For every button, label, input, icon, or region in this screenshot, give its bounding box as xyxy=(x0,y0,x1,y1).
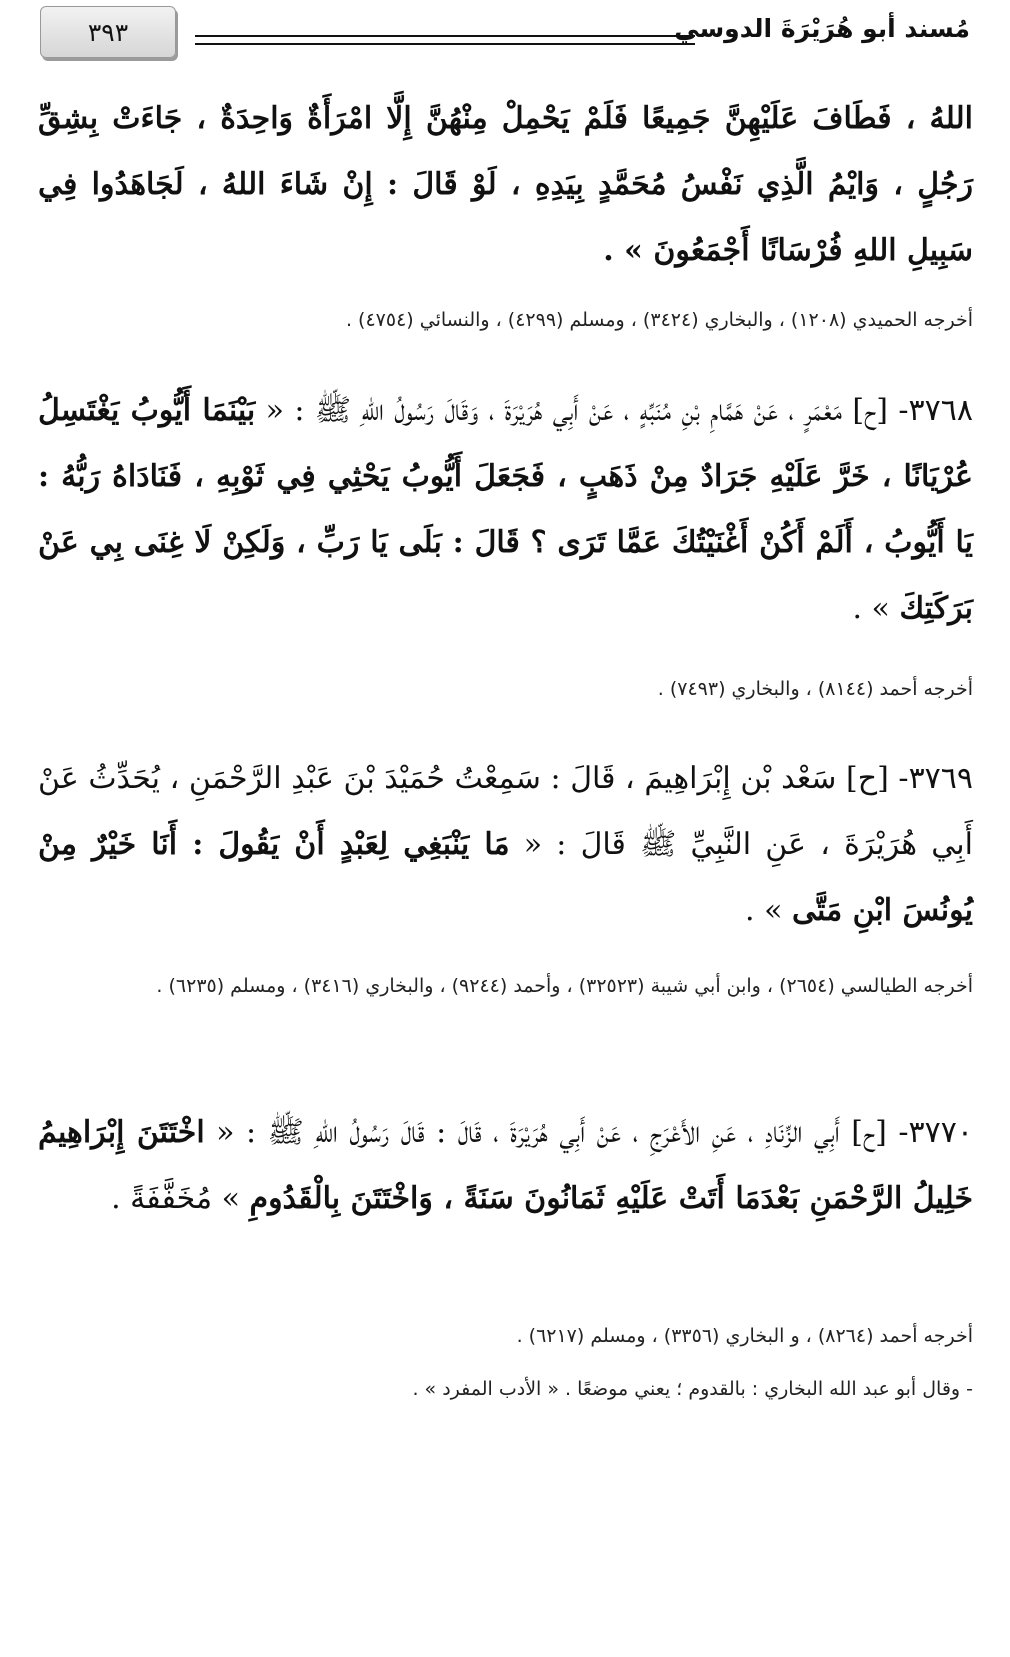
hadith-number: ٣٧٧٠- xyxy=(898,1115,973,1150)
hadith-number: ٣٧٦٨- xyxy=(898,393,973,428)
hadith-3769 xyxy=(38,746,973,944)
hadith-isnad: أَبِي الزِّنَادِ ، عَنِ الأَعْرَجِ ، عَنْ أَبِي هُرَيْرَةَ ، قَالَ : قَالَ رَسُولُ اللهِ ﷺ : « xyxy=(216,1115,840,1150)
hadith-number: ٣٧٦٩- xyxy=(898,761,974,796)
hadith-3768 xyxy=(38,378,973,642)
hadith-closing: » . xyxy=(745,893,783,928)
hadith-isnad: مَعْمَرٍ ، عَنْ هَمَّامِ بْنِ مُنَبِّهٍ ، عَنْ أَبِي هُرَيْرَةَ ، وَقَالَ رَسُولُ اللهِ ﷺ : « xyxy=(265,393,843,428)
hadith-matn: مَا يَنْبَغِي لِعَبْدٍ أَنْ يَقُولَ : أَنَا خَيْرٌ مِنْ يُونُسَ ابْنِ مَتَّى xyxy=(38,827,973,928)
hadith-closing: » مُخَفَّفَةً . xyxy=(111,1181,240,1216)
bukhari-note: - وقال أبو عبد الله البخاري : بالقدوم ؛ يعني موضعًا . « الأدب المفرد » . xyxy=(412,1378,973,1400)
hadith-isnad: سَعْد بْن إِبْرَاهِيمَ ، قَالَ : سَمِعْتُ حُمَيْدَ بْنَ عَبْدِ الرَّحْمَنِ ، يُحَدِّثُ عَنْ أَبِي هُرَيْرَةَ ، عَنِ النَّبِيِّ ﷺ قَالَ : « xyxy=(38,761,973,862)
page-number: ٣٩٣ xyxy=(40,6,176,58)
header-rule xyxy=(195,35,695,45)
takhrij-3769: أخرجه الطيالسي (٢٦٥٤) ، وابن أبي شيبة (٣٢٥٢٣) ، وأحمد (٩٢٤٤) ، والبخاري (٣٤١٦) ، ومسلم (٦٢٣٥) . xyxy=(156,975,973,997)
takhrij-continuation: أخرجه الحميدي (١٢٠٨) ، والبخاري (٣٤٢٤) ، ومسلم (٤٢٩٩) ، والنسائي (٤٧٥٤) . xyxy=(345,309,973,331)
running-title: مُسند أبو هُرَيْرَةَ الدوسي xyxy=(674,14,970,43)
hadith-closing: » . xyxy=(852,591,890,626)
hadith-marker: [ح] xyxy=(852,393,889,428)
hadith-marker: [ح] xyxy=(851,1115,887,1150)
takhrij-3768: أخرجه أحمد (٨١٤٤) ، والبخاري (٧٤٩٣) . xyxy=(657,678,973,700)
hadith-continuation: اللهُ ، فَطَافَ عَلَيْهِنَّ جَمِيعًا فَلَمْ يَحْمِلْ مِنْهُنَّ إِلَّا امْرَأَةٌ وَاحِدَةٌ ، جَاءَتْ بِشِقِّ رَجُلٍ ، وَايْمُ الَّذِي نَفْسُ مُحَمَّدٍ بِيَدِهِ ، لَوْ قَالَ : إِنْ شَاءَ اللهُ ، لَجَاهَدُوا فِي سَبِيلِ اللهِ فُرْسَانًا أَجْمَعُونَ » . xyxy=(38,101,973,268)
takhrij-3770: أخرجه أحمد (٨٢٦٤) ، و البخاري (٣٣٥٦) ، ومسلم (٦٢١٧) . xyxy=(516,1325,973,1347)
hadith-marker: [ح] xyxy=(846,761,889,796)
hadith-matn: بَيْنَمَا أَيُّوبُ يَغْتَسِلُ عُرْيَانًا ، خَرَّ عَلَيْهِ جَرَادٌ مِنْ ذَهَبٍ ، فَجَعَلَ أَيُّوبُ يَحْثِي فِي ثَوْبِهِ ، فَنَادَاهُ رَبُّهُ : يَا أَيُّوبُ ، أَلَمْ أَكُنْ أَغْنَيْتُكَ عَمَّا تَرَى ؟ قَالَ : بَلَى يَا رَبِّ ، وَلَكِنْ لَا غِنَى بِي عَنْ بَرَكَتِكَ xyxy=(38,393,973,626)
hadith-3770 xyxy=(38,1100,973,1232)
page-header xyxy=(0,0,1010,70)
hadith-matn: اخْتَتَنَ إِبْرَاهِيمُ خَلِيلُ الرَّحْمَنِ بَعْدَمَا أَتَتْ عَلَيْهِ ثَمَانُونَ سَنَةً ، وَاخْتَتَنَ بِالْقَدُومِ xyxy=(38,1115,973,1216)
